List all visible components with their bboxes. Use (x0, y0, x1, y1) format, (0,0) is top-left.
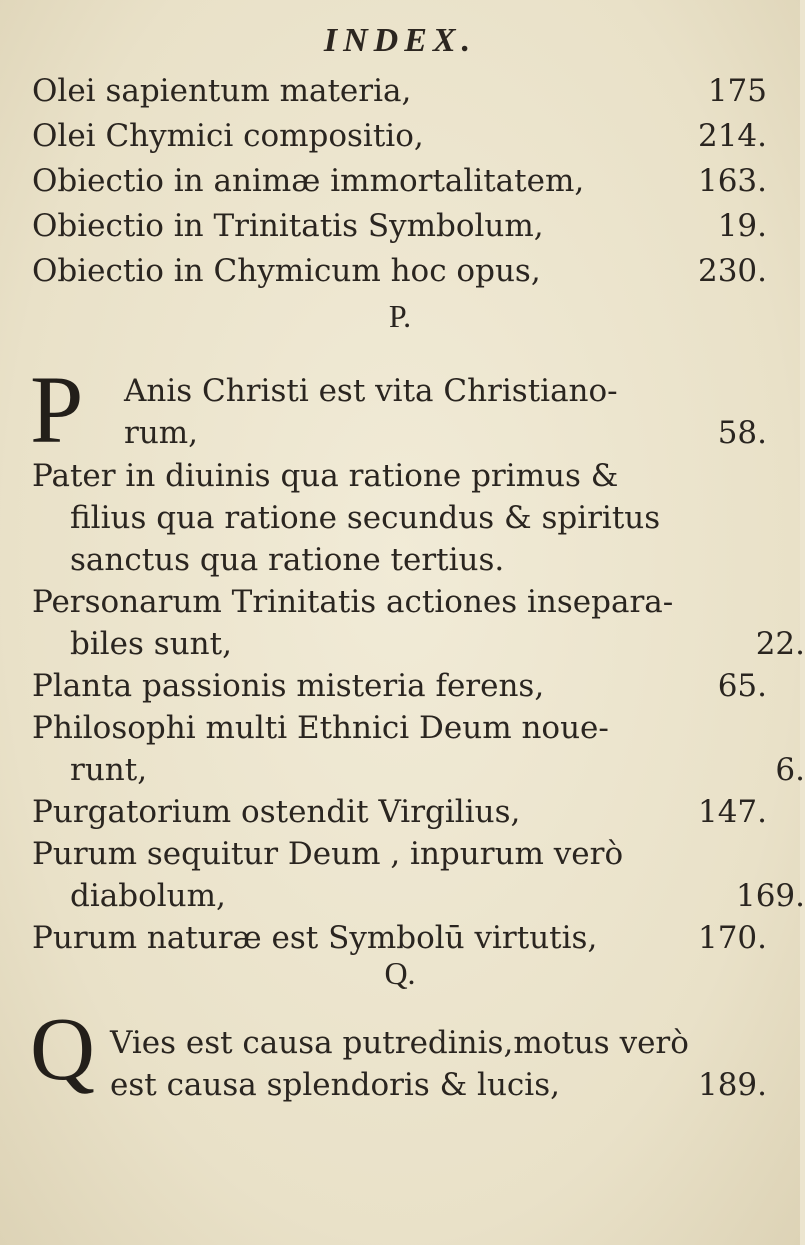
entry-text: biles sunt, (70, 626, 232, 662)
entry-text: Personarum Trinitatis actiones insepara- (32, 584, 674, 620)
index-entry (32, 875, 805, 917)
index-entry (32, 581, 767, 623)
entry-text: Planta passionis misteria ferens, (32, 668, 545, 704)
index-entry (32, 250, 767, 292)
entry-line: rum, 58. (124, 412, 767, 454)
entry-line: est causa splendoris & lucis, 189. (110, 1064, 767, 1106)
entry-text: Obiectio in animæ immortalitatem, (32, 163, 585, 199)
index-entry (32, 497, 805, 539)
index-entry (32, 917, 767, 959)
index-entry (32, 749, 805, 791)
index-entry (32, 70, 767, 112)
index-entry (32, 160, 767, 202)
entry-line: Anis Christi est vita Christiano- (124, 373, 618, 409)
entry-text: Purum naturæ est Symbolū virtutis, (32, 920, 598, 956)
index-entry (32, 791, 767, 833)
page-number: 169. (735, 878, 805, 914)
page-number: 230. (697, 253, 767, 289)
entry-text: Purum sequitur Deum , inpurum verò (32, 836, 624, 872)
dropcap-p: P (30, 356, 84, 463)
entry-text: Obiectio in Trinitatis Symbolum, (32, 208, 544, 244)
entry-text: runt, (70, 752, 148, 788)
page-number: 22. (755, 626, 805, 662)
entry-text: Obiectio in Chymicum hoc opus, (32, 253, 541, 289)
index-entry (32, 665, 767, 707)
dropcap-q: Q (30, 1000, 95, 1099)
entry-line: Vies est causa putredinis,motus verò (110, 1025, 689, 1061)
index-entry (32, 115, 767, 157)
entry-text: Olei Chymici compositio, (32, 118, 424, 154)
index-entry (32, 205, 767, 247)
entry-text: sanctus qua ratione tertius. (70, 542, 505, 578)
page-number: 19. (717, 208, 767, 244)
page-number: 189. (697, 1067, 767, 1103)
section-letter-q: Q. (384, 955, 416, 991)
page-number: 170. (697, 920, 767, 956)
entry-text: Olei sapientum materia, (32, 73, 412, 109)
page-number: 58. (717, 415, 767, 451)
entry-text: diabolum, (70, 878, 226, 914)
entry-text: filius qua ratione secundus & spiritus (70, 500, 661, 536)
index-entry (32, 455, 767, 497)
entry-text: Pater in diuinis qua ratione primus & (32, 458, 619, 494)
index-entry (32, 623, 805, 665)
index-entry (32, 707, 767, 749)
page-header: INDEX. (323, 22, 477, 59)
page-number: 6. (775, 752, 805, 788)
entry-text: Purgatorium ostendit Virgilius, (32, 794, 521, 830)
page-number: 175 (707, 73, 767, 109)
page-number: 214. (697, 118, 767, 154)
index-entry (32, 833, 767, 875)
index-entry (32, 539, 805, 581)
section-letter-p: P. (388, 298, 412, 334)
page-number: 147. (697, 794, 767, 830)
page-number: 65. (717, 668, 767, 704)
page-number: 163. (697, 163, 767, 199)
entry-text: Philosophi multi Ethnici Deum noue- (32, 710, 609, 746)
